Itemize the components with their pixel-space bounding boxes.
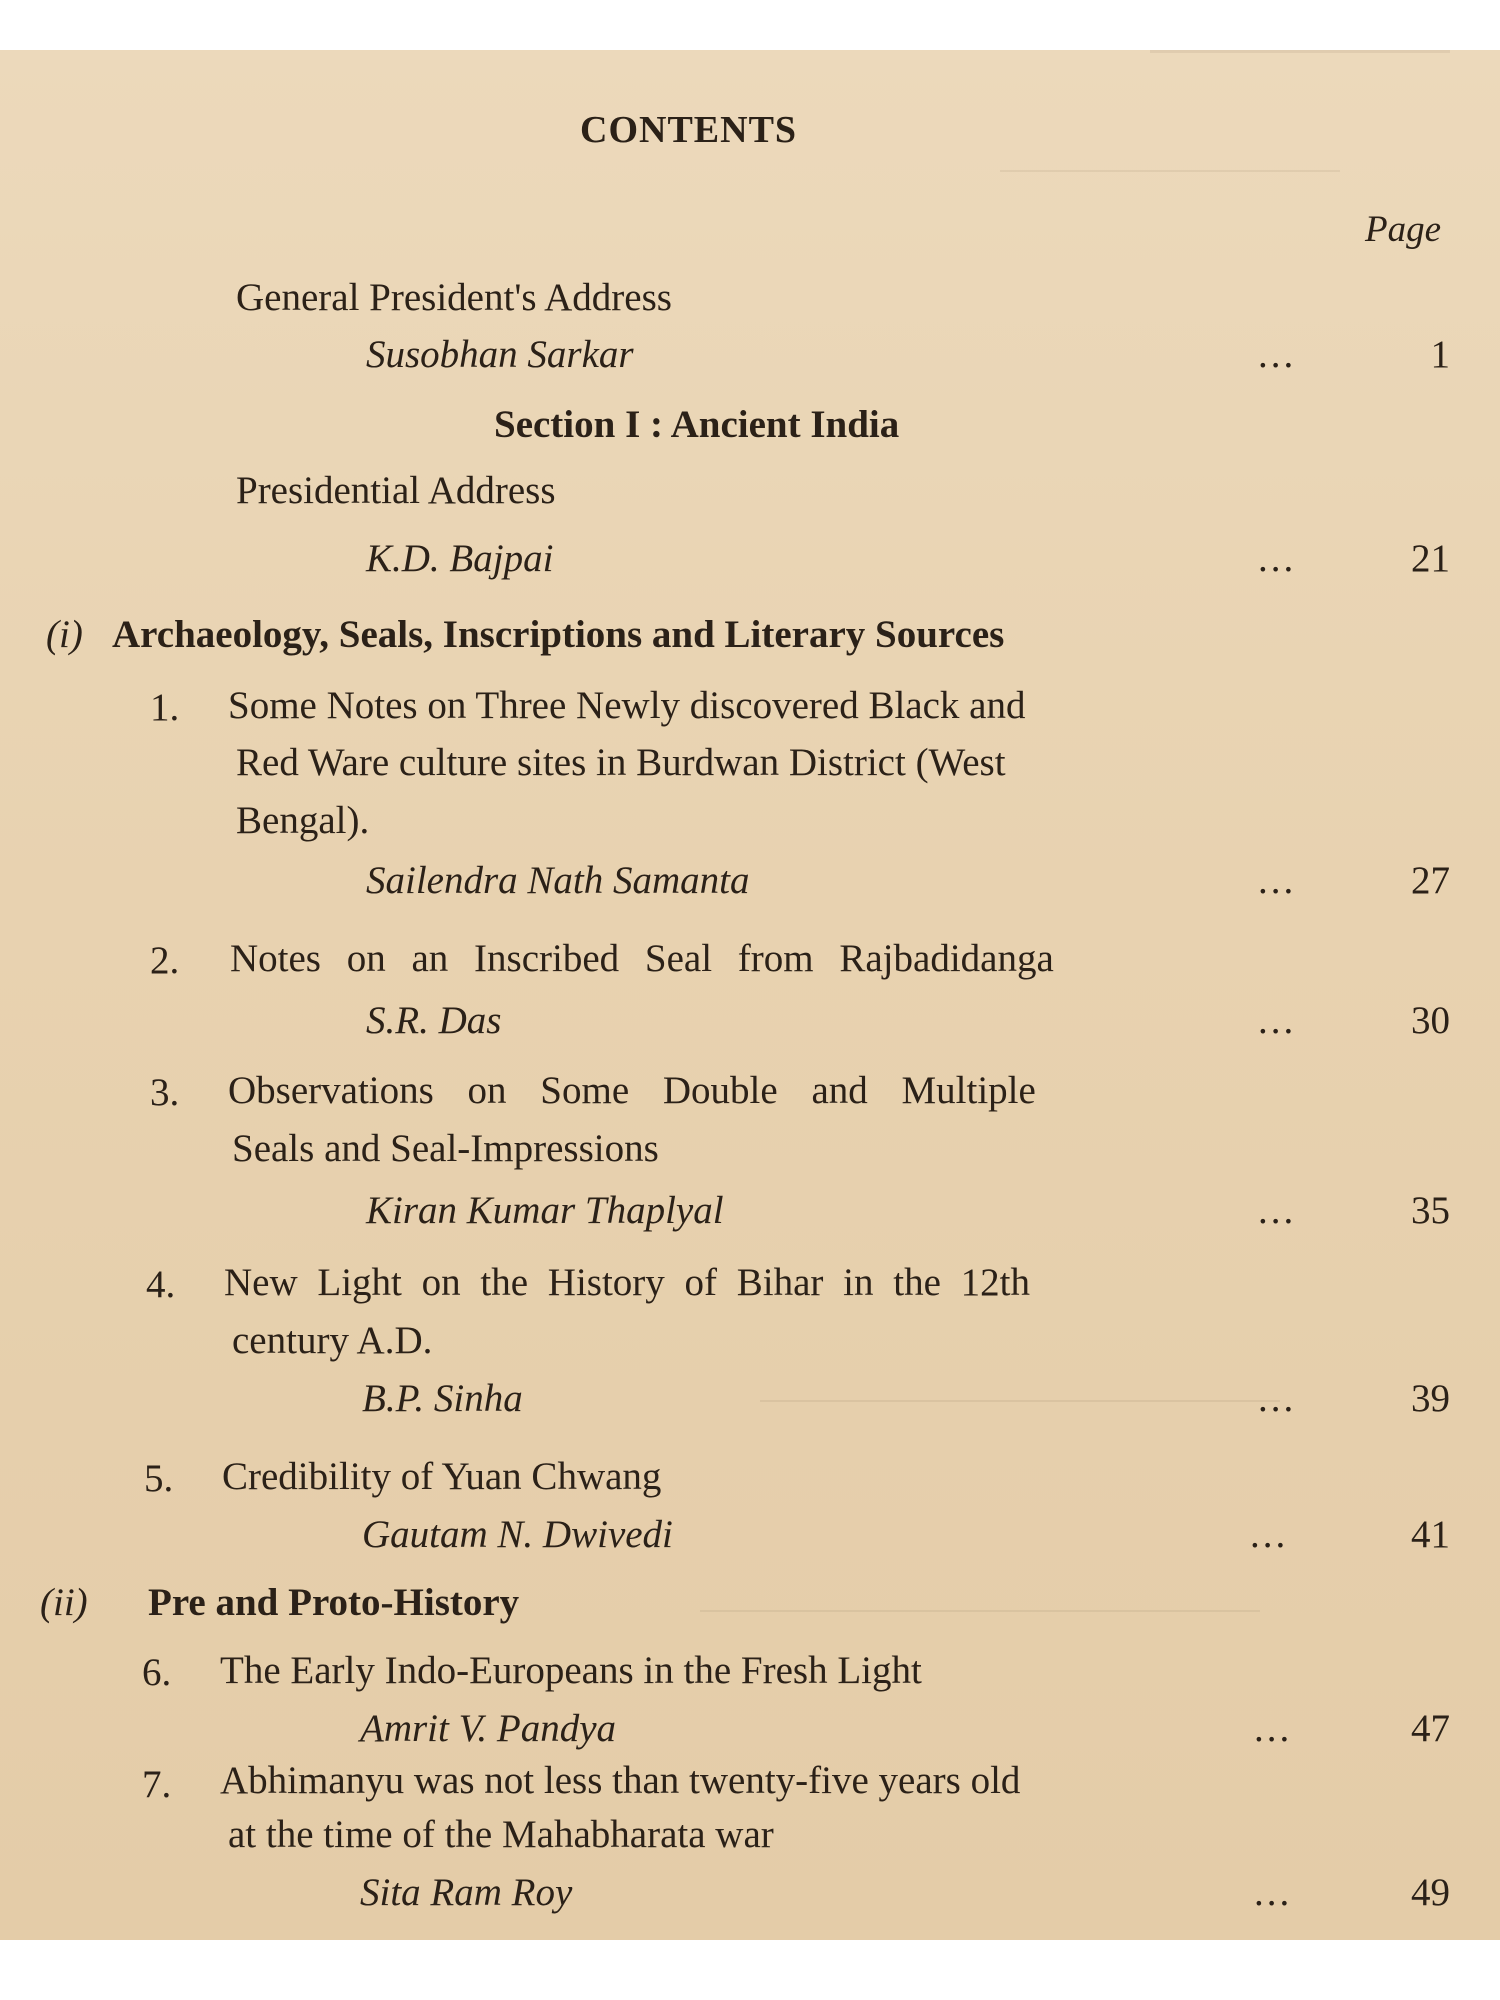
entry-title-line: Observations on Some Double and Multiple [228,1069,1036,1112]
leader-dots: ... [1258,859,1297,902]
entry-title-line: Seals and Seal-Impressions [232,1127,659,1170]
leader-dots: ... [1250,1513,1289,1556]
bleed-through-mark [700,1610,1260,1612]
page-number: 39 [1411,1377,1450,1420]
entry-title-line: Credibility of Yuan Chwang [222,1455,662,1498]
leader-dots: ... [1254,1707,1293,1750]
entry-number: 3. [150,1071,180,1114]
page-number: 30 [1411,999,1450,1042]
page-number: 49 [1411,1871,1450,1914]
entry-author: Kiran Kumar Thaplyal [366,1189,724,1232]
entry-title-line: at the time of the Mahabharata war [228,1813,774,1856]
entry-title-line: Abhimanyu was not less than twenty-five years old [220,1759,1021,1802]
leader-dots: ... [1254,1871,1293,1914]
page-number: 41 [1411,1513,1450,1556]
general-address-author: Susobhan Sarkar [366,333,634,376]
entry-title-line: Bengal). [236,799,370,842]
entry-number: 2. [150,939,180,982]
bleed-through-mark [1150,50,1450,83]
contents-title: CONTENTS [580,109,798,151]
bleed-through-mark [760,1400,1280,1402]
subsection-marker: (ii) [40,1581,88,1624]
subsection-marker: (i) [46,613,83,656]
section-heading: Section I : Ancient India [494,403,900,446]
entry-title-line: Some Notes on Three Newly discovered Black and [228,684,1026,727]
entry-author: S.R. Das [366,999,502,1042]
entry-title-line: The Early Indo-Europeans in the Fresh Light [220,1649,922,1692]
entry-title-line: Red Ware culture sites in Burdwan District (West [236,741,1006,784]
entry-number: 1. [150,686,180,729]
entry-number: 4. [146,1263,176,1306]
bleed-through-mark [1000,170,1340,172]
page-number: 21 [1411,537,1450,580]
entry-number: 7. [142,1763,172,1806]
page-number: 47 [1411,1707,1450,1750]
page-number: 35 [1411,1189,1450,1232]
page-number: 1 [1430,333,1450,376]
entry-number: 6. [142,1651,172,1694]
entry-author: Sailendra Nath Samanta [366,859,750,902]
subsection-title: Pre and Proto-History [148,1581,520,1624]
entry-number: 5. [144,1457,174,1500]
page-number: 27 [1411,859,1450,902]
entry-title-line: New Light on the History of Bihar in the 12th [224,1261,1030,1304]
book-page [0,50,1500,1940]
entry-title-line: century A.D. [232,1319,433,1362]
entry-author: B.P. Sinha [362,1377,523,1420]
page-column-header: Page [1365,209,1442,250]
leader-dots: ... [1258,1189,1297,1232]
presidential-address-author: K.D. Bajpai [366,537,554,580]
general-address-title: General President's Address [236,276,672,319]
leader-dots: ... [1258,333,1297,376]
leader-dots: ... [1258,1377,1297,1420]
entry-author: Sita Ram Roy [360,1871,573,1914]
entry-author: Gautam N. Dwivedi [362,1513,673,1556]
leader-dots: ... [1258,999,1297,1042]
presidential-address-title: Presidential Address [236,469,556,512]
entry-author: Amrit V. Pandya [360,1707,617,1750]
leader-dots: ... [1258,537,1297,580]
entry-title-line: Notes on an Inscribed Seal from Rajbadidanga [230,937,1054,980]
subsection-title: Archaeology, Seals, Inscriptions and Literary Sources [112,613,1005,656]
